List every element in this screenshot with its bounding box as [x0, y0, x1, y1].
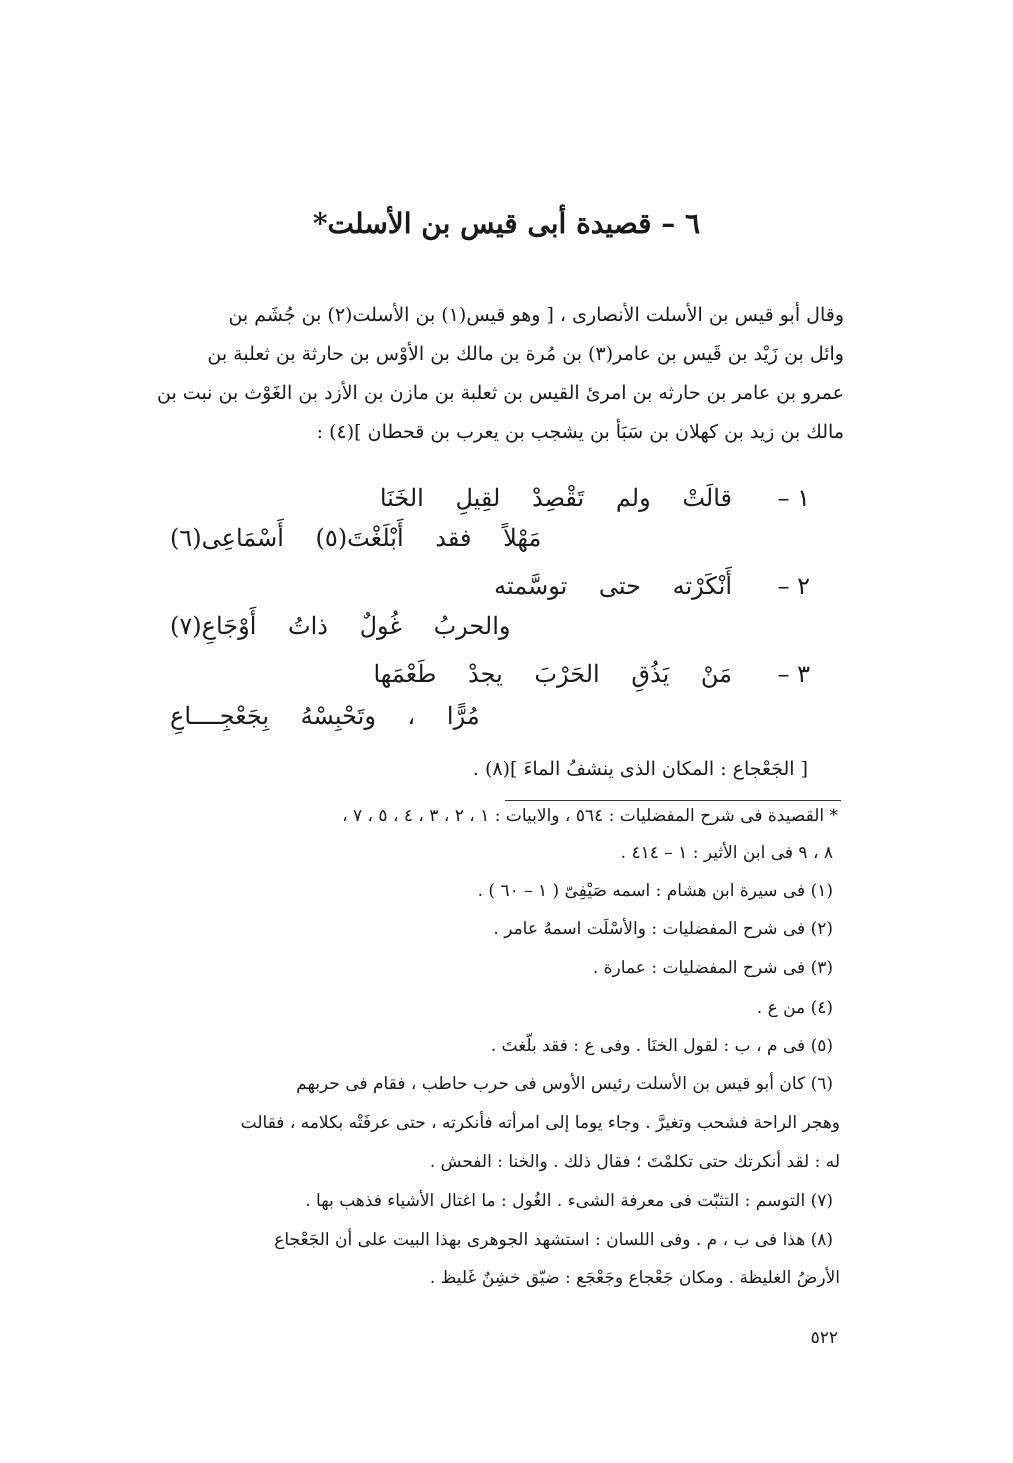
verse-first-hemistich: مَنْ يَذُقِ الحَرْبَ يجدْ طَعْمَها [373, 660, 732, 688]
intro-line: وائل بن زَيْد بن قَيس بن عامر(٣) بن مُرة بن مالك بن الأوْس بن حارثة بن ثعلبة بن [207, 343, 844, 365]
poem-title: ٦ – قصيدة أبى قيس بن الأسلت* [312, 207, 701, 240]
word-gloss: [ الجَعْجاع : المكان الذى ينشفُ الماءَ ](٨) . [472, 758, 808, 780]
intro-line: وقال أبو قيس بن الأسلت الأنصارى ، [ وهو قيس(١) بن الأسلت(٢) بن جُشَم بن [228, 304, 844, 326]
intro-paragraph [132, 296, 844, 452]
footnote-line: (١) فى سيرة ابن هشام : اسمه صَيْفِىّ ( ١ – ٦٠ ) . [477, 881, 833, 901]
footnote-line: (٥) فى م ، ب : لقول الخنَا . وفى ع : فقد بلّغتَ . [490, 1036, 833, 1056]
footnote-line: له : لقد أنكرتك حتى تكلمْتَ ؛ فقال ذلك . والخنا : الفحش . [429, 1152, 840, 1172]
footnote-separator [505, 800, 841, 801]
footnote-line: (٧) التوسم : التثبّت فى معرفة الشىء . الغُول : ما اغتال الأشياء فذهب بها . [305, 1191, 833, 1211]
footnote-line: (٨) هذا فى ب ، م . وفى اللسان : استشهد الجوهرى بهذا البيت على أن الجَعْجاع [274, 1230, 833, 1250]
verse-second-hemistich: مُرًّا ، وتَحْبِسْهُ بِجَعْجِــــاعِ [170, 702, 480, 730]
verse-second-hemistich: مَهْلاً فقد أَبْلَغْتَ(٥) أَسْمَاعِى(٦) [170, 524, 542, 552]
footnote-line: الأرضُ الغليظة . ومكان جَعْجاع وجَعْجَع : ضيّق خشِنٌ غَليظ . [429, 1268, 840, 1288]
intro-line: مالك بن زيد بن كهلان بن سَبَأ بن يشجب بن يعرب بن قحطان ](٤) : [316, 421, 844, 443]
footnote-line: (٣) فى شرح المفضليات : عمارة . [592, 958, 833, 978]
footnote-line: (٤) من ع . [756, 998, 833, 1018]
verse-first-hemistich: أَنْكَرْته حتى توسَّمته [494, 572, 732, 600]
verse-number: ٢ – [777, 572, 810, 600]
verse-first-hemistich: قالَتْ ولم تَقْصِدْ لقِيلِ الخَنَا [379, 484, 732, 512]
footnote-line: ٨ ، ٩ فى ابن الأثير : ١ – ٤١٤ . [620, 843, 833, 863]
verse-3 [160, 650, 810, 750]
footnote-line: (٦) كان أبو قيس بن الأسلت رئيس الأوس فى حرب حاطب ، فقام فى حربهم [296, 1074, 833, 1094]
verse-1 [160, 474, 810, 564]
intro-line: عمرو بن عامر بن حارثه بن امرئ القيس بن ثعلبة بن مازن بن الأزد بن الغَوْث بن نبت بن [157, 382, 844, 404]
footnote-line: وهجر الراحة فشحب وتغيرَّ . وجاء يوما إلى امرأته فأنكرته ، حتى عرفَتْه بكلامه ، فقالت [240, 1113, 840, 1133]
page-number: ٥٢٢ [810, 1328, 838, 1348]
verse-second-hemistich: والحربُ غُولٌ ذاتُ أَوْجَاعِ(٧) [170, 612, 511, 640]
verse-number: ٣ – [777, 660, 810, 688]
footnote-line: * القصيدة فى شرح المفضليات : ٥٦٤ ، والابيات : ١ ، ٢ ، ٣ ، ٤ ، ٥ ، ٧ ، [342, 806, 838, 826]
verse-2 [160, 562, 810, 652]
verse-number: ١ – [777, 484, 810, 512]
footnote-line: (٢) فى شرح المفضليات : والأسْلَت اسمهُ عامر . [493, 919, 833, 939]
